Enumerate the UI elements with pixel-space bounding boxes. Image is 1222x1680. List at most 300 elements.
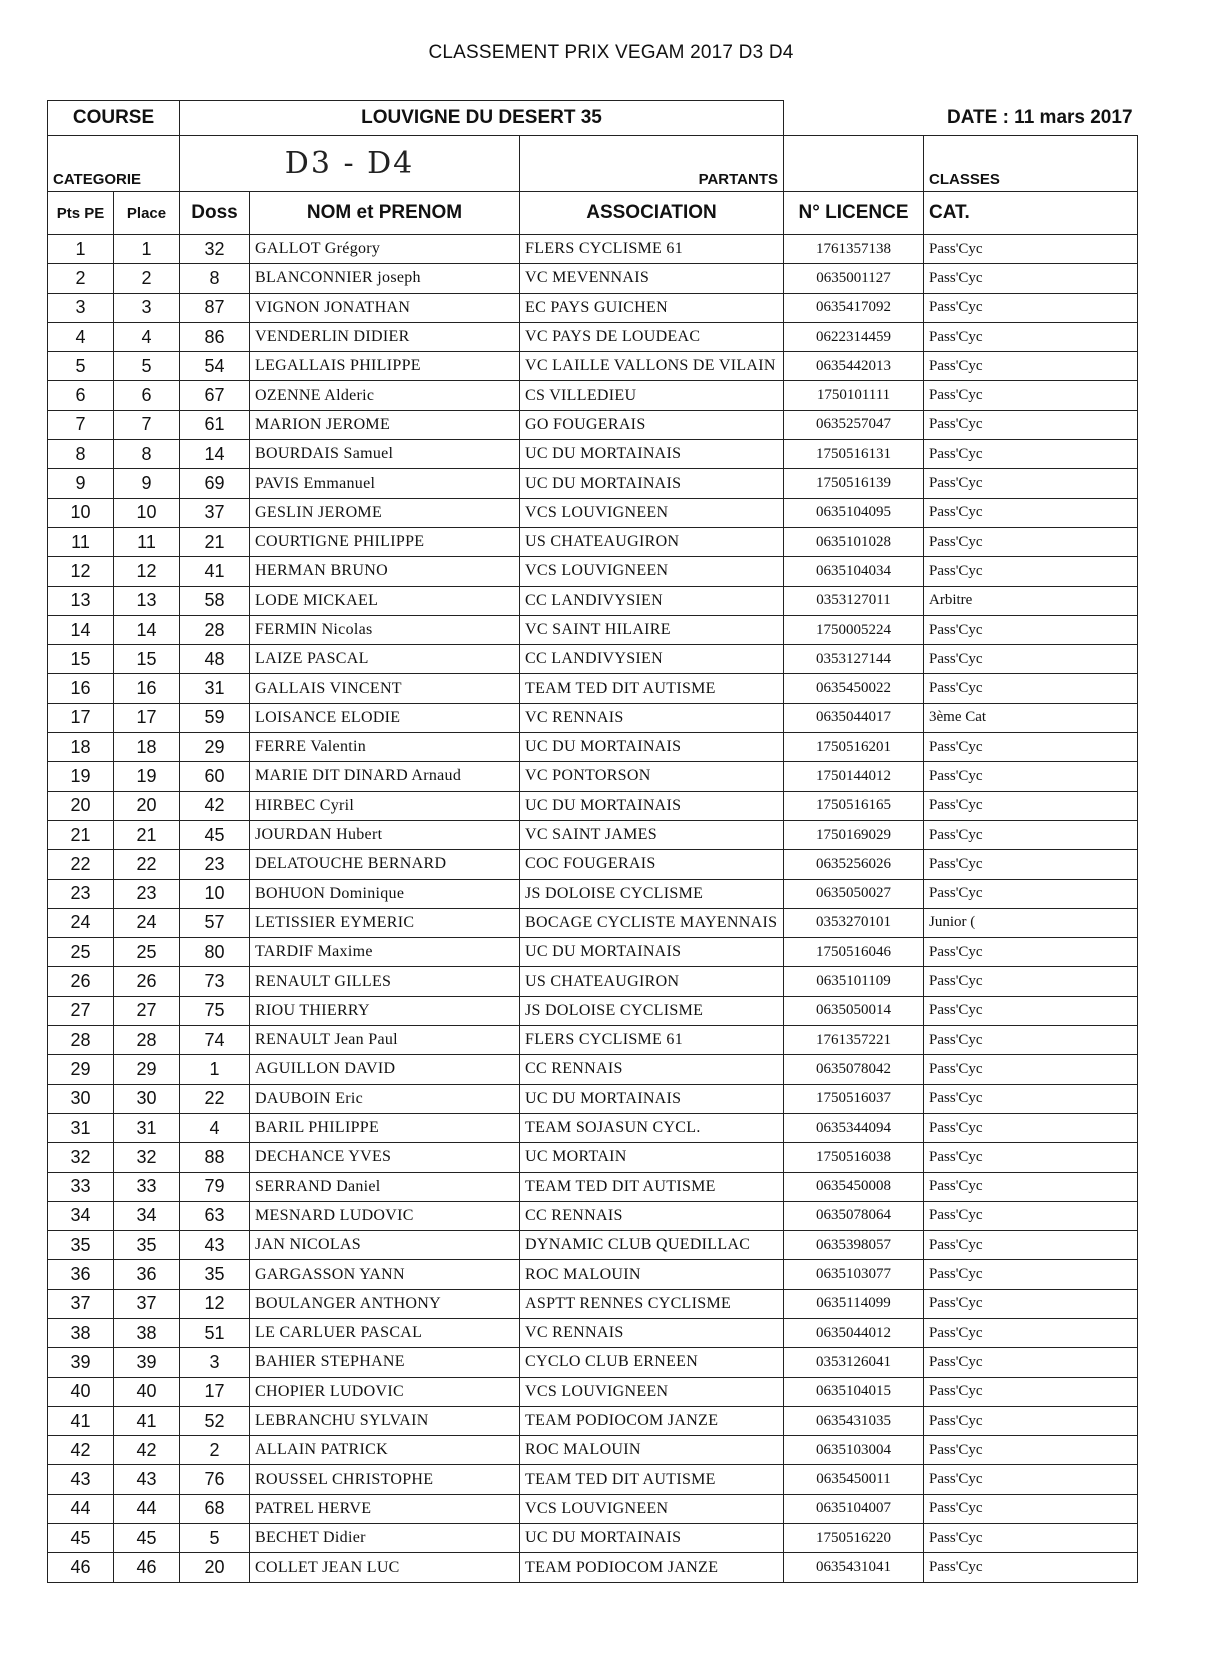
cell-place: 17 [114,703,180,732]
cell-licence: 0353126041 [784,1348,924,1377]
table-row [48,791,1138,820]
cell-association: ASPTT RENNES CYCLISME [520,1289,784,1318]
cell-doss: 63 [180,1201,250,1230]
cell-category: Pass'Cyc [924,557,1138,586]
cell-category: Pass'Cyc [924,498,1138,527]
cell-name: MARION JEROME [250,410,520,439]
cell-pts: 21 [48,820,114,849]
partants-label: PARTANTS [520,136,784,192]
cell-place: 14 [114,615,180,644]
cell-name: LAIZE PASCAL [250,645,520,674]
cell-place: 40 [114,1377,180,1406]
cell-association: CC RENNAIS [520,1055,784,1084]
cell-place: 13 [114,586,180,615]
column-header-row [48,192,1138,235]
cell-pts: 4 [48,322,114,351]
course-location: LOUVIGNE DU DESERT 35 [180,101,784,136]
cell-licence: 0635104095 [784,498,924,527]
cell-category: Pass'Cyc [924,1143,1138,1172]
cell-place: 26 [114,967,180,996]
cell-association: CYCLO CLUB ERNEEN [520,1348,784,1377]
cell-pts: 13 [48,586,114,615]
cell-name: FERRE Valentin [250,733,520,762]
cell-place: 30 [114,1084,180,1113]
cell-association: DYNAMIC CLUB QUEDILLAC [520,1231,784,1260]
cell-licence: 0635050027 [784,879,924,908]
cell-category: Pass'Cyc [924,410,1138,439]
cell-category: Pass'Cyc [924,850,1138,879]
cell-association: VC PAYS DE LOUDEAC [520,322,784,351]
cell-place: 44 [114,1494,180,1523]
cell-doss: 14 [180,440,250,469]
cell-licence: 0635450008 [784,1172,924,1201]
cell-doss: 20 [180,1553,250,1582]
table-row [48,557,1138,586]
cell-name: MESNARD LUDOVIC [250,1201,520,1230]
cell-pts: 11 [48,527,114,556]
table-row [48,908,1138,937]
table-row [48,293,1138,322]
cell-name: PAVIS Emmanuel [250,469,520,498]
cell-name: GALLAIS VINCENT [250,674,520,703]
cell-pts: 14 [48,615,114,644]
table-row [48,703,1138,732]
cell-name: RENAULT Jean Paul [250,1026,520,1055]
cell-association: VCS LOUVIGNEEN [520,498,784,527]
cell-pts: 26 [48,967,114,996]
cell-category: Pass'Cyc [924,322,1138,351]
cell-name: ROUSSEL CHRISTOPHE [250,1465,520,1494]
cell-doss: 3 [180,1348,250,1377]
col-header-association: ASSOCIATION [520,192,784,235]
cell-name: LEBRANCHU SYLVAIN [250,1406,520,1435]
table-row [48,1289,1138,1318]
table-row [48,1084,1138,1113]
cell-place: 32 [114,1143,180,1172]
cell-place: 36 [114,1260,180,1289]
cell-category: Pass'Cyc [924,1377,1138,1406]
cell-name: SERRAND Daniel [250,1172,520,1201]
cell-doss: 28 [180,615,250,644]
header-category-row [48,136,1138,192]
cell-name: LODE MICKAEL [250,586,520,615]
cell-pts: 36 [48,1260,114,1289]
cell-place: 15 [114,645,180,674]
cell-place: 42 [114,1436,180,1465]
cell-name: DELATOUCHE BERNARD [250,850,520,879]
cell-pts: 10 [48,498,114,527]
cell-licence: 0635103004 [784,1436,924,1465]
cell-doss: 69 [180,469,250,498]
cell-licence: 0622314459 [784,322,924,351]
table-row [48,674,1138,703]
cell-doss: 8 [180,264,250,293]
cell-licence: 0635256026 [784,850,924,879]
table-row [48,1172,1138,1201]
cell-doss: 10 [180,879,250,908]
cell-place: 41 [114,1406,180,1435]
cell-doss: 52 [180,1406,250,1435]
cell-doss: 75 [180,996,250,1025]
cell-licence: 1750516038 [784,1143,924,1172]
cell-licence: 1761357138 [784,235,924,264]
cell-association: BOCAGE CYCLISTE MAYENNAIS [520,908,784,937]
cell-association: UC DU MORTAINAIS [520,733,784,762]
cell-category: Pass'Cyc [924,1524,1138,1553]
cell-place: 34 [114,1201,180,1230]
cell-pts: 40 [48,1377,114,1406]
cell-doss: 2 [180,1436,250,1465]
cell-licence: 0635114099 [784,1289,924,1318]
cell-licence: 0635344094 [784,1113,924,1142]
cell-licence: 0635450011 [784,1465,924,1494]
cell-doss: 57 [180,908,250,937]
cell-pts: 27 [48,996,114,1025]
cell-association: VC PONTORSON [520,762,784,791]
cell-name: RIOU THIERRY [250,996,520,1025]
cell-name: COLLET JEAN LUC [250,1553,520,1582]
table-row [48,264,1138,293]
cell-category: Pass'Cyc [924,996,1138,1025]
cell-category: Pass'Cyc [924,938,1138,967]
cell-place: 5 [114,352,180,381]
cell-licence: 0635103077 [784,1260,924,1289]
cell-category: Pass'Cyc [924,1231,1138,1260]
cell-pts: 20 [48,791,114,820]
table-row [48,1113,1138,1142]
cell-pts: 33 [48,1172,114,1201]
cell-category: Pass'Cyc [924,762,1138,791]
cell-licence: 1750169029 [784,820,924,849]
cell-category: Pass'Cyc [924,733,1138,762]
cell-category: Pass'Cyc [924,1553,1138,1582]
cell-place: 29 [114,1055,180,1084]
cell-category: Pass'Cyc [924,1348,1138,1377]
cell-association: UC DU MORTAINAIS [520,1524,784,1553]
cell-pts: 43 [48,1465,114,1494]
cell-category: Pass'Cyc [924,1084,1138,1113]
cell-doss: 17 [180,1377,250,1406]
cell-licence: 1750144012 [784,762,924,791]
cell-category: Pass'Cyc [924,1026,1138,1055]
table-row [48,1201,1138,1230]
cell-place: 43 [114,1465,180,1494]
cell-name: FERMIN Nicolas [250,615,520,644]
cell-doss: 51 [180,1318,250,1347]
cell-licence: 0635078042 [784,1055,924,1084]
cell-association: UC DU MORTAINAIS [520,938,784,967]
col-header-place: Place [114,192,180,235]
cell-licence: 0635104007 [784,1494,924,1523]
cell-category: Pass'Cyc [924,381,1138,410]
cell-category: Pass'Cyc [924,820,1138,849]
cell-licence: 0635050014 [784,996,924,1025]
cell-pts: 8 [48,440,114,469]
cell-doss: 35 [180,1260,250,1289]
cell-doss: 58 [180,586,250,615]
table-row [48,850,1138,879]
cell-licence: 1750516131 [784,440,924,469]
cell-name: ALLAIN PATRICK [250,1436,520,1465]
cell-name: VENDERLIN DIDIER [250,322,520,351]
cell-name: MARIE DIT DINARD Arnaud [250,762,520,791]
cell-association: US CHATEAUGIRON [520,967,784,996]
cell-licence: 1761357221 [784,1026,924,1055]
cell-doss: 59 [180,703,250,732]
cell-association: GO FOUGERAIS [520,410,784,439]
cell-doss: 67 [180,381,250,410]
cell-category: Pass'Cyc [924,527,1138,556]
cell-licence: 0635431041 [784,1553,924,1582]
cell-name: JOURDAN Hubert [250,820,520,849]
cell-doss: 22 [180,1084,250,1113]
cell-doss: 29 [180,733,250,762]
table-row [48,820,1138,849]
table-row [48,1260,1138,1289]
cell-pts: 17 [48,703,114,732]
cell-association: UC DU MORTAINAIS [520,791,784,820]
cell-name: LEGALLAIS PHILIPPE [250,352,520,381]
cell-place: 9 [114,469,180,498]
cell-place: 3 [114,293,180,322]
cell-association: VC LAILLE VALLONS DE VILAIN [520,352,784,381]
cell-licence: 0635044012 [784,1318,924,1347]
table-row [48,1406,1138,1435]
cell-licence: 1750516220 [784,1524,924,1553]
cell-name: HERMAN BRUNO [250,557,520,586]
table-row [48,1348,1138,1377]
header-course-row [48,101,1138,136]
table-row [48,1143,1138,1172]
cell-association: CS VILLEDIEU [520,381,784,410]
cell-pts: 34 [48,1201,114,1230]
cell-association: TEAM SOJASUN CYCL. [520,1113,784,1142]
cell-association: FLERS CYCLISME 61 [520,235,784,264]
cell-place: 7 [114,410,180,439]
cell-place: 31 [114,1113,180,1142]
cell-name: BLANCONNIER joseph [250,264,520,293]
cell-name: VIGNON JONATHAN [250,293,520,322]
cell-place: 27 [114,996,180,1025]
cell-doss: 73 [180,967,250,996]
cell-pts: 37 [48,1289,114,1318]
cell-category: Pass'Cyc [924,469,1138,498]
cell-association: COC FOUGERAIS [520,850,784,879]
cell-name: BOHUON Dominique [250,879,520,908]
table-row [48,733,1138,762]
categorie-label: CATEGORIE [48,136,180,192]
cell-doss: 23 [180,850,250,879]
cell-category: Pass'Cyc [924,1494,1138,1523]
cell-association: TEAM TED DIT AUTISME [520,1465,784,1494]
table-row [48,1055,1138,1084]
table-row [48,381,1138,410]
cell-place: 18 [114,733,180,762]
cell-pts: 24 [48,908,114,937]
cell-name: BAHIER STEPHANE [250,1348,520,1377]
cell-category: Pass'Cyc [924,615,1138,644]
cell-association: ROC MALOUIN [520,1260,784,1289]
cell-category: Pass'Cyc [924,1406,1138,1435]
table-row [48,1026,1138,1055]
cell-licence: 1750516139 [784,469,924,498]
cell-doss: 76 [180,1465,250,1494]
cell-licence: 0635101028 [784,527,924,556]
cell-name: CHOPIER LUDOVIC [250,1377,520,1406]
cell-place: 45 [114,1524,180,1553]
cell-place: 33 [114,1172,180,1201]
cell-name: TARDIF Maxime [250,938,520,967]
table-row [48,967,1138,996]
cell-association: US CHATEAUGIRON [520,527,784,556]
table-row [48,1465,1138,1494]
cell-association: UC DU MORTAINAIS [520,440,784,469]
cell-category: Pass'Cyc [924,1172,1138,1201]
results-table [47,100,1138,1583]
cell-doss: 54 [180,352,250,381]
cell-category: Pass'Cyc [924,440,1138,469]
table-row [48,586,1138,615]
cell-doss: 37 [180,498,250,527]
cell-association: CC RENNAIS [520,1201,784,1230]
table-row [48,645,1138,674]
cell-pts: 1 [48,235,114,264]
cell-place: 28 [114,1026,180,1055]
cell-pts: 29 [48,1055,114,1084]
cell-association: EC PAYS GUICHEN [520,293,784,322]
cell-place: 23 [114,879,180,908]
cell-pts: 32 [48,1143,114,1172]
cell-place: 35 [114,1231,180,1260]
cell-licence: 0353127011 [784,586,924,615]
cell-association: JS DOLOISE CYCLISME [520,996,784,1025]
cell-licence: 0635450022 [784,674,924,703]
cell-place: 38 [114,1318,180,1347]
cell-name: DAUBOIN Eric [250,1084,520,1113]
cell-doss: 43 [180,1231,250,1260]
table-row [48,1377,1138,1406]
table-row [48,469,1138,498]
cell-place: 22 [114,850,180,879]
cell-licence: 1750516201 [784,733,924,762]
course-label: COURSE [48,101,180,136]
cell-association: UC DU MORTAINAIS [520,469,784,498]
cell-category: Pass'Cyc [924,1113,1138,1142]
cell-doss: 5 [180,1524,250,1553]
cell-pts: 44 [48,1494,114,1523]
cell-category: Pass'Cyc [924,1289,1138,1318]
cell-association: VC SAINT HILAIRE [520,615,784,644]
cell-category: Pass'Cyc [924,293,1138,322]
cell-licence: 0635104015 [784,1377,924,1406]
cell-name: COURTIGNE PHILIPPE [250,527,520,556]
cell-doss: 87 [180,293,250,322]
cell-doss: 42 [180,791,250,820]
table-row [48,762,1138,791]
cell-pts: 35 [48,1231,114,1260]
cell-pts: 25 [48,938,114,967]
cell-category: Pass'Cyc [924,879,1138,908]
cell-place: 8 [114,440,180,469]
cell-pts: 38 [48,1318,114,1347]
cell-name: GARGASSON YANN [250,1260,520,1289]
cell-association: TEAM PODIOCOM JANZE [520,1553,784,1582]
cell-doss: 79 [180,1172,250,1201]
cell-name: BECHET Didier [250,1524,520,1553]
cell-category: Pass'Cyc [924,1318,1138,1347]
cell-name: BARIL PHILIPPE [250,1113,520,1142]
cell-name: LOISANCE ELODIE [250,703,520,732]
cell-association: UC DU MORTAINAIS [520,1084,784,1113]
col-header-nom: NOM et PRENOM [250,192,520,235]
cell-doss: 80 [180,938,250,967]
cell-place: 39 [114,1348,180,1377]
cell-licence: 0635001127 [784,264,924,293]
cell-place: 1 [114,235,180,264]
table-row [48,498,1138,527]
cell-pts: 12 [48,557,114,586]
cell-licence: 0635257047 [784,410,924,439]
cell-place: 37 [114,1289,180,1318]
cell-pts: 7 [48,410,114,439]
cell-licence: 0635078064 [784,1201,924,1230]
col-header-cat: CAT. [924,192,1138,235]
cell-category: Pass'Cyc [924,235,1138,264]
cell-category: Pass'Cyc [924,967,1138,996]
cell-doss: 31 [180,674,250,703]
cell-association: CC LANDIVYSIEN [520,586,784,615]
cell-name: GALLOT Grégory [250,235,520,264]
cell-category: Pass'Cyc [924,645,1138,674]
cell-association: ROC MALOUIN [520,1436,784,1465]
table-row [48,879,1138,908]
cell-name: JAN NICOLAS [250,1231,520,1260]
table-row [48,527,1138,556]
cell-name: BOURDAIS Samuel [250,440,520,469]
cell-pts: 19 [48,762,114,791]
cell-place: 20 [114,791,180,820]
cell-pts: 28 [48,1026,114,1055]
cell-pts: 3 [48,293,114,322]
cell-name: BOULANGER ANTHONY [250,1289,520,1318]
cell-category: Pass'Cyc [924,352,1138,381]
cell-association: UC MORTAIN [520,1143,784,1172]
cell-pts: 18 [48,733,114,762]
course-date: DATE : 11 mars 2017 [784,101,1138,136]
cell-place: 46 [114,1553,180,1582]
cell-doss: 86 [180,322,250,351]
table-row [48,938,1138,967]
classes-label: CLASSES [924,136,1138,192]
cell-association: TEAM PODIOCOM JANZE [520,1406,784,1435]
cell-licence: 0635101109 [784,967,924,996]
cell-name: LE CARLUER PASCAL [250,1318,520,1347]
cell-name: RENAULT GILLES [250,967,520,996]
cell-category: 3ème Cat [924,703,1138,732]
cell-licence: 0635442013 [784,352,924,381]
cell-place: 25 [114,938,180,967]
cell-association: TEAM TED DIT AUTISME [520,674,784,703]
table-row [48,322,1138,351]
cell-association: TEAM TED DIT AUTISME [520,1172,784,1201]
cell-association: VC SAINT JAMES [520,820,784,849]
cell-pts: 30 [48,1084,114,1113]
cell-place: 19 [114,762,180,791]
cell-category: Pass'Cyc [924,264,1138,293]
table-row [48,352,1138,381]
cell-place: 11 [114,527,180,556]
cell-licence: 0353127144 [784,645,924,674]
